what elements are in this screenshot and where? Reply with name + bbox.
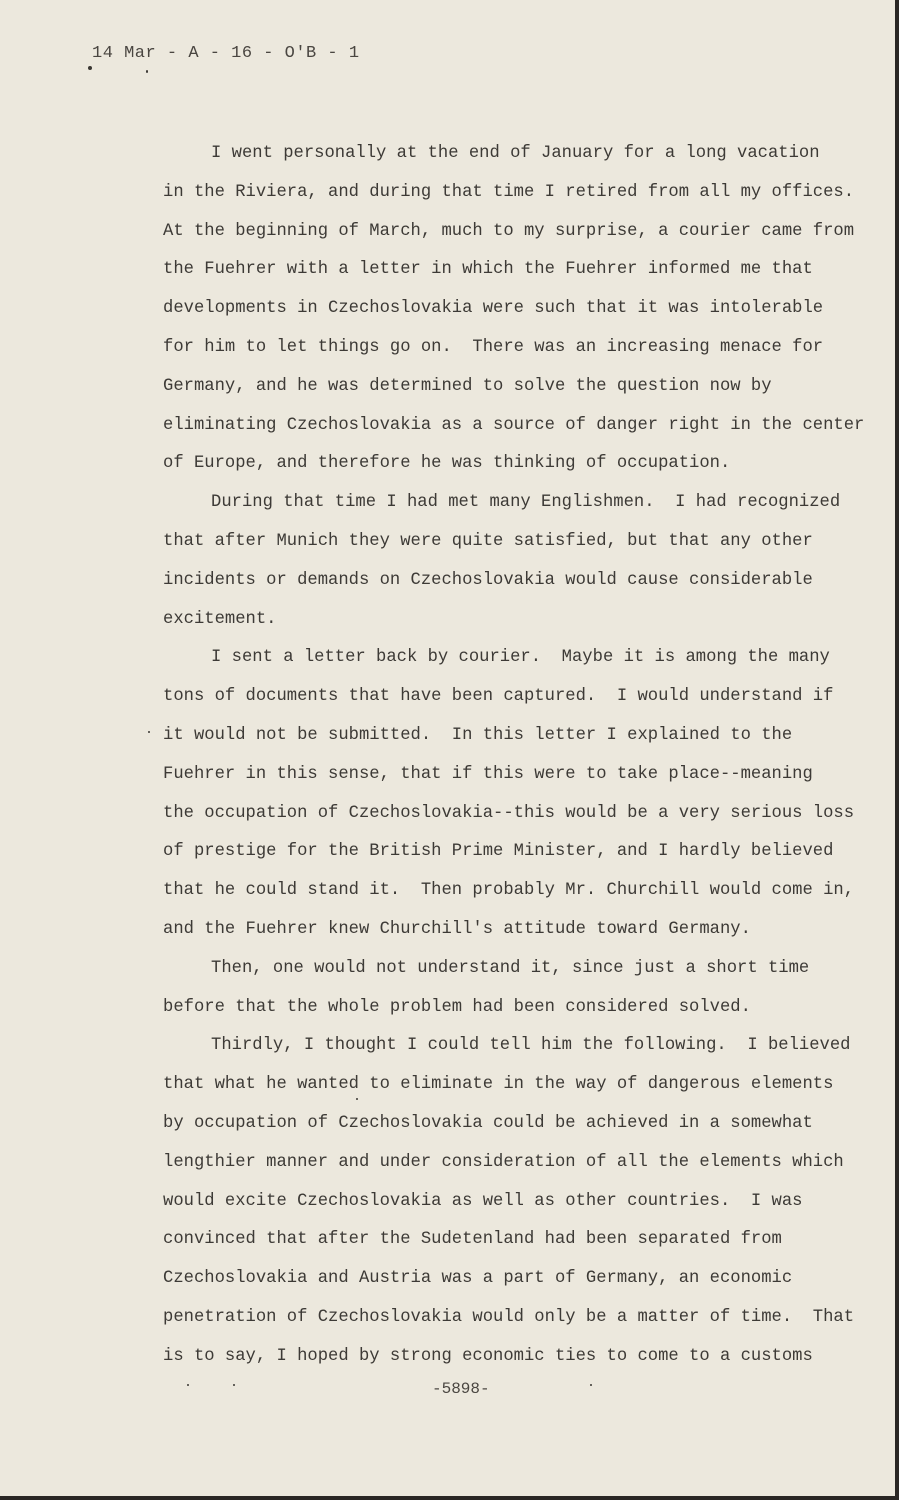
text-line: would excite Czechoslovakia as well as other countries. I was — [163, 1191, 803, 1211]
text-line: of prestige for the British Prime Minister, and I hardly believed — [163, 842, 834, 862]
text-line: and the Fuehrer knew Churchill's attitude toward Germany. — [163, 919, 751, 939]
text-line: Fuehrer in this sense, that if this were to take place--meaning — [163, 764, 813, 784]
text-line: in the Riviera, and during that time I retired from all my offices. — [163, 182, 855, 202]
ink-speck — [233, 1384, 235, 1386]
paragraph — [163, 639, 855, 949]
paragraph — [163, 1027, 855, 1376]
paragraph — [163, 484, 841, 639]
ink-speck — [148, 731, 150, 733]
text-line: Germany, and he was determined to solve the question now by — [163, 376, 772, 396]
text-line: developments in Czechoslovakia were such that it was intolerable — [163, 299, 824, 319]
text-line: is to say, I hoped by strong economic ties to come to a customs — [163, 1346, 813, 1366]
text-line: it would not be submitted. In this letter I explained to the — [163, 725, 793, 745]
paragraph — [163, 135, 865, 484]
text-line: that he could stand it. Then probably Mr. Churchill would come in, — [163, 881, 855, 901]
page-number: -5898- — [432, 1380, 490, 1398]
text-line: Then, one would not understand it, since just a short time — [211, 958, 810, 978]
document-reference-header: 14 Mar - A - 16 - O'B - 1 — [92, 44, 360, 63]
text-line: that what he wanted to eliminate in the way of dangerous elements — [163, 1075, 834, 1095]
text-line: Thirdly, I thought I could tell him the following. I believed — [211, 1036, 851, 1056]
text-line: penetration of Czechoslovakia would only be a matter of time. That — [163, 1307, 855, 1327]
text-line: the occupation of Czechoslovakia--this would be a very serious loss — [163, 803, 855, 823]
text-line: convinced that after the Sudetenland had been separated from — [163, 1230, 782, 1250]
text-line: During that time I had met many Englishmen. I had recognized — [211, 493, 841, 513]
page-edge-bottom — [0, 1496, 899, 1500]
text-line: I sent a letter back by courier. Maybe it is among the many — [211, 648, 830, 668]
text-line: excitement. — [163, 609, 277, 629]
text-line: I went personally at the end of January for a long vacation — [211, 144, 820, 163]
paragraph — [163, 950, 835, 1028]
ink-speck — [88, 66, 92, 70]
ink-speck — [356, 1098, 358, 1100]
text-line: At the beginning of March, much to my surprise, a courier came from — [163, 221, 855, 241]
text-line: for him to let things go on. There was an increasing menace for — [163, 337, 824, 357]
page-edge-right — [895, 0, 899, 1500]
text-line: the Fuehrer with a letter in which the Fuehrer informed me that — [163, 260, 813, 280]
text-line: that after Munich they were quite satisfied, but that any other — [163, 531, 813, 551]
text-line: of Europe, and therefore he was thinking of occupation. — [163, 454, 731, 474]
text-line: Czechoslovakia and Austria was a part of Germany, an economic — [163, 1269, 793, 1289]
document-body — [163, 135, 865, 1377]
text-line: incidents or demands on Czechoslovakia would cause considerable — [163, 570, 813, 590]
text-line: lengthier manner and under consideration of all the elements which — [163, 1152, 844, 1172]
text-line: before that the whole problem had been considered solved. — [163, 997, 751, 1017]
ink-speck — [590, 1384, 592, 1386]
text-line: by occupation of Czechoslovakia could be achieved in a somewhat — [163, 1113, 813, 1133]
text-line: tons of documents that have been captured. I would understand if — [163, 687, 834, 707]
ink-speck — [187, 1384, 189, 1386]
ink-speck — [146, 70, 148, 73]
text-line: eliminating Czechoslovakia as a source of danger right in the center — [163, 415, 865, 435]
